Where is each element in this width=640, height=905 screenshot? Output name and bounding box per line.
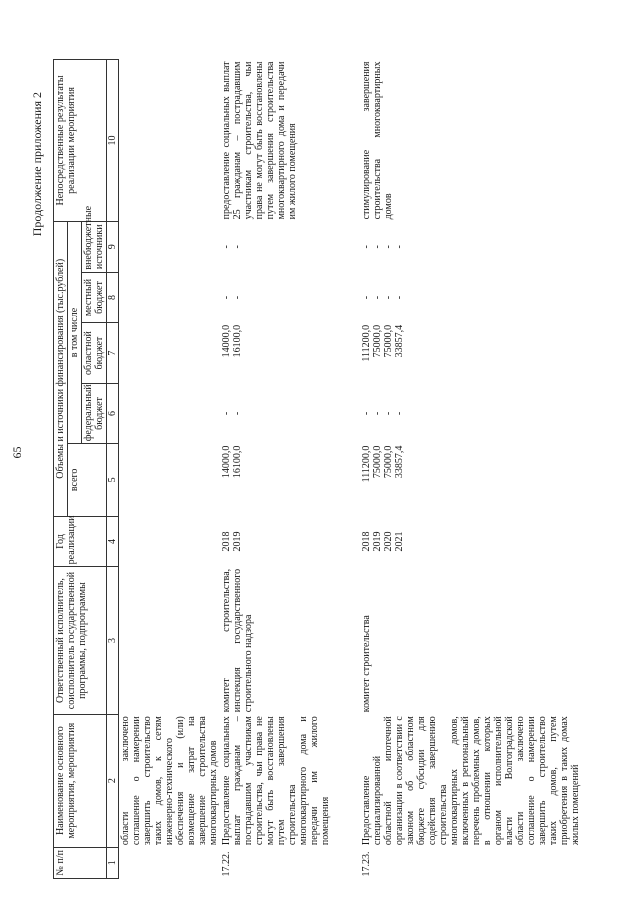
row-local [360,272,582,323]
regional-value: 14000,0 [221,324,232,358]
column-number: 3 [107,567,119,714]
regional-value: 16100,0 [232,324,243,358]
row-number: 17.23. [361,851,372,877]
header-num: № п/п [54,847,107,878]
row-extra [360,221,582,272]
row-regional [360,323,582,383]
federal-value: - [232,411,243,416]
year-value: 2018 [221,531,232,552]
row-regional [220,323,360,383]
row-executor: комитет строительства [361,615,372,713]
row-name: Предоставление специализированной областной ипотечной организации в соответствии с законом об областном бюджете субсидии для содействия завершению строительства многоквартирных домов, включенных в региональный перечень проблемных домов, в отношении которых органом исполнительной власти Волгоградской области заключено соглашение о намерении завершить строительство таких домов, путем приобретения в таких домах жилых помещений [361,716,581,846]
regional-value: 75000,0 [383,324,394,358]
local-value: - [372,295,383,300]
column-number: 8 [107,272,119,323]
row-name: Предоставление социальных выплат гражданам – пострадавшим участникам строительства, чьи права не могут быть восстановлены путем завершения строительства многоквартирного дома и передачи им жилого помещения [221,716,331,846]
federal-value: - [394,411,405,416]
column-number: 9 [107,221,119,272]
row-result [119,60,221,222]
row-years [220,516,360,567]
local-value: - [221,295,232,300]
total-value: 75000,0 [383,445,394,479]
column-number: 2 [107,714,119,847]
row-number [119,847,221,878]
continuation-note: Продолжение приложения 2 [30,92,44,237]
local-value: - [232,295,243,300]
table-row [360,60,582,879]
header-federal: федеральный бюджет [82,383,107,443]
row-executor: комитет строительства, инспекция государственного строительного надзора [221,568,254,713]
column-number: 7 [107,323,119,383]
regional-value: 33857,4 [394,324,405,358]
header-local: местный бюджет [82,272,107,323]
total-value: 75000,0 [372,445,383,479]
row-result: предоставление социальных выплат 25 гражданам – пострадавшим участникам строительства, чьи права не могут быть восстановлены путем завершения строительства многоквартирного дома и передачи им жилого помещения [221,61,298,220]
row-executor [119,567,221,714]
row-federal [360,383,582,443]
header-extra: внебюджетные источники [82,221,107,272]
column-number: 4 [107,516,119,567]
year-value: 2019 [232,531,243,552]
total-value: 14000,0 [221,445,232,479]
extra-value: - [361,245,372,249]
row-name: области заключено соглашение о намерении завершить строительство таких домов, к сетям инженерно-технического обеспечения и (или) возмещение затрат на завершение строительства многоквартирных домов [120,716,219,846]
page-number: 65 [10,446,24,459]
header-executor: Ответственный исполнитель, соисполнитель государственной программы, подпрограммы [54,567,107,714]
extra-value: - [383,245,394,249]
header-regional: областной бюджет [82,323,107,383]
column-number: 5 [107,444,119,516]
column-number: 10 [107,60,119,222]
year-value: 2019 [372,531,383,552]
header-funding: Объемы и источники финансирования (тыс.рублей) [54,221,68,516]
header-name: Наименование основного мероприятия, мероприятия [54,714,107,847]
header-total: всего [68,444,107,516]
program-table [53,59,582,879]
local-value: - [361,295,372,300]
row-total [360,444,582,516]
extra-value: - [372,245,383,249]
column-number: 6 [107,383,119,443]
row-number: 17.22. [221,851,232,877]
column-number-row [107,60,119,879]
year-value: 2021 [394,531,405,552]
regional-value: 75000,0 [372,324,383,358]
header-year: Год реализации [54,516,107,567]
federal-value: - [221,411,232,416]
row-local [220,272,360,323]
extra-value: - [232,245,243,249]
header-in-that: в том числе [68,221,82,443]
federal-value: - [361,411,372,416]
row-total [220,444,360,516]
extra-value: - [394,245,405,249]
row-federal [220,383,360,443]
row-result: стимулирование завершения строительства многоквартирных домов [361,61,394,220]
column-number: 1 [107,847,119,878]
row-years [360,516,582,567]
local-value: - [394,295,405,300]
total-value: 33857,4 [394,445,405,479]
year-value: 2020 [383,531,394,552]
local-value: - [383,295,394,300]
table-row [220,60,360,879]
header-result: Непосредственные результаты реализации мероприятия [54,60,107,222]
row-extra [220,221,360,272]
regional-value: 111200,0 [361,324,372,362]
total-value: 16100,0 [232,445,243,479]
total-value: 111200,0 [361,445,372,483]
extra-value: - [221,245,232,249]
year-value: 2018 [361,531,372,552]
federal-value: - [372,411,383,416]
federal-value: - [383,411,394,416]
table-row [119,60,221,879]
